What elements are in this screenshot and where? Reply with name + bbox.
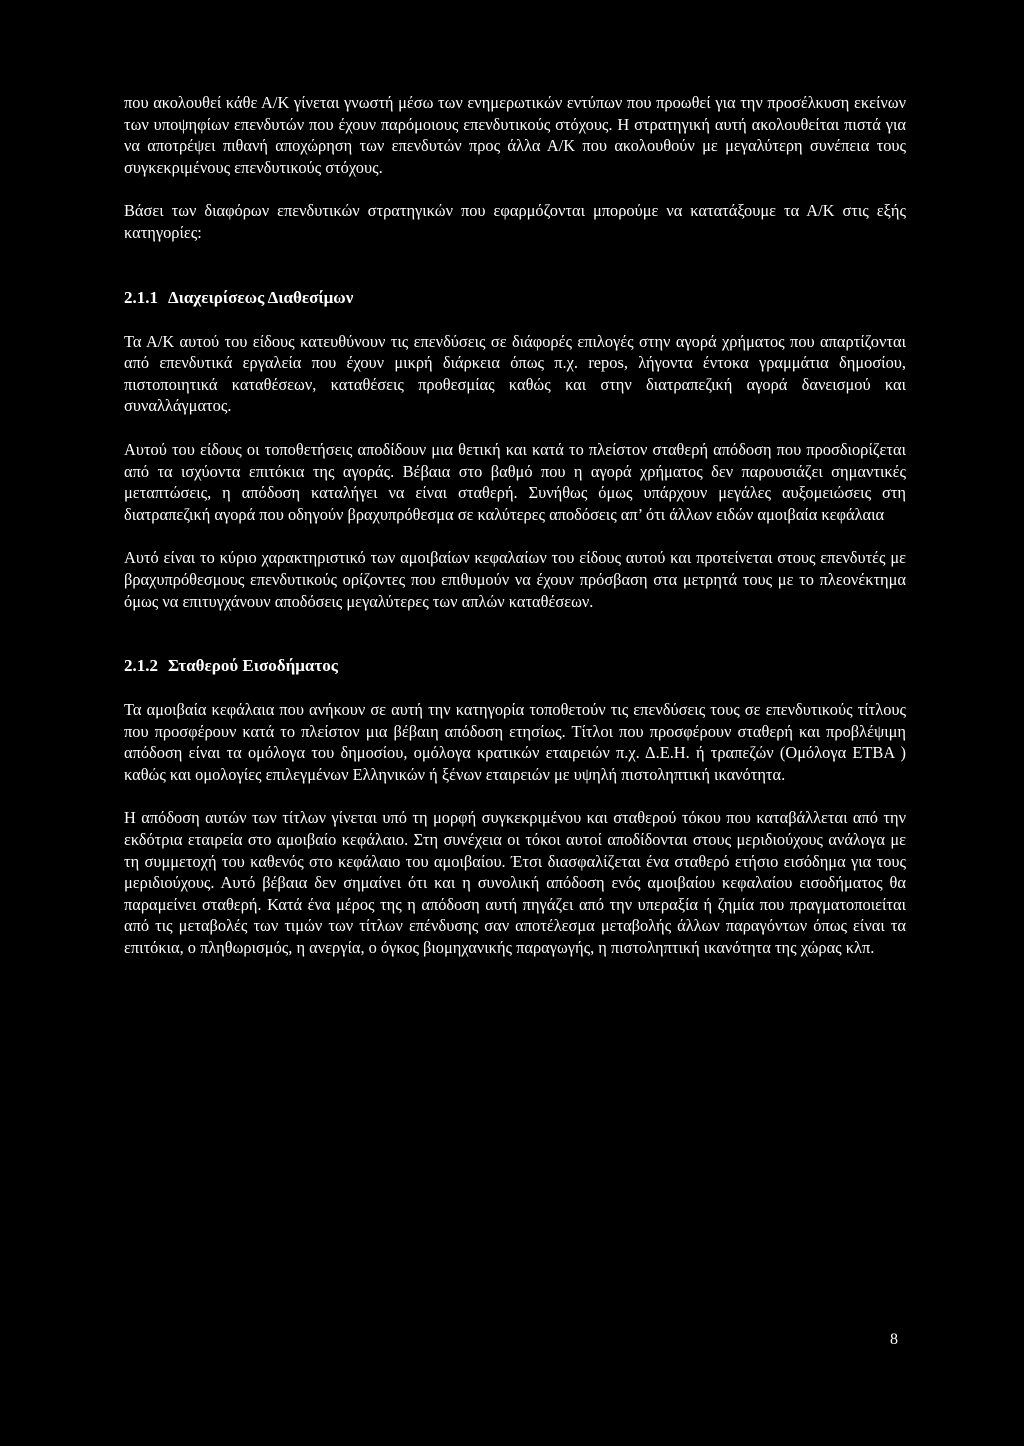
spacer [124,309,906,331]
spacer [124,677,906,699]
document-page [124,92,906,959]
spacer [124,525,906,547]
intro-paragraph: που ακολουθεί κάθε Α/Κ γίνεται γνωστή μέσω των ενημερωτικών εντύπων που προωθεί για την προσέλκυση εκείνων των υποψηφίων επενδυτών που έχουν παρόμοιους επενδυτικούς στόχους. Η στρατηγική αυτή ακολουθείται πιστά για να αποτρέψει πιθανή αποχώρηση των επενδυτών προς άλλα Α/Κ που ακολουθούν με μεγαλύτερη συνέπεια τους συγκεκριμένους επενδυτικούς στόχους. [124,93,906,177]
spacer [124,612,906,655]
section-heading-2-1-2 [124,655,906,677]
spacer [124,785,906,807]
page-number: 8 [890,1331,898,1348]
intro-paragraph: Βάσει των διαφόρων επενδυτικών στρατηγικών που εφαρμόζονται μπορούμε να κατατάξουμε τα Α/Κ στις εξής κατηγορίες: [124,201,906,242]
section-number: 2.1.1 [124,287,158,307]
spacer [124,178,906,200]
spacer [124,417,906,439]
section-title: Διαχειρίσεως Διαθεσίμων [168,287,354,307]
body-paragraph: Αυτό είναι το κύριο χαρακτηριστικό των αμοιβαίων κεφαλαίων του είδους αυτού και προτείνεται στους επενδυτές με βραχυπρόθεσμους επενδυτικούς ορίζοντες που επιθυμούν να έχουν πρόσβαση στα μετρητά τους με το πλεονέκτημα όμως να επιτυγχάνουν αποδόσεις μεγαλύτερες των απλών καταθέσεων. [124,548,906,611]
spacer [124,244,906,287]
body-paragraph: Αυτού του είδους οι τοποθετήσεις αποδίδουν μια θετική και κατά το πλείστον σταθερή απόδοση που προσδιορίζεται από τα ισχύοντα επιτόκια της αγοράς. Βέβαια στο βαθμό που η αγορά χρήματος δεν παρουσιάζει σημαντικές μεταπτώσεις, η απόδοση καταλήγει να είναι σταθερή. Συνήθως όμως υπάρχουν μεγάλες αυξομειώσεις στη διατραπεζική αγορά που οδηγούν βραχυπρόθεσμα σε καλύτερες αποδόσεις απ’ ότι άλλων ειδών αμοιβαία κεφάλαια [124,439,906,524]
body-paragraph: Τα αμοιβαία κεφάλαια που ανήκουν σε αυτή την κατηγορία τοποθετούν τις επενδύσεις τους σε επενδυτικούς τίτλους που προσφέρουν κατά το πλείστον μια βέβαιη απόδοση ετησίως. Τίτλοι που προσφέρουν σταθερή και προβλέψιμη απόδοση είναι τα ομόλογα του δημοσίου, ομόλογα κρατικών εταιρειών π.χ. Δ.Ε.Η. ή τραπεζών (Ομόλογα ΕΤΒΑ ) καθώς και ομολογίες επιλεγμένων Ελληνικών ή ξένων εταιρειών με υψηλή πιστοληπτική ικανότητα. [124,700,906,784]
section-title: Σταθερού Εισοδήματος [168,656,338,676]
section-number: 2.1.2 [124,656,158,676]
body-paragraph: Η απόδοση αυτών των τίτλων γίνεται υπό τη μορφή συγκεκριμένου και σταθερού τόκου που καταβάλλεται από την εκδότρια εταιρεία στο αμοιβαίο κεφάλαιο. Στη συνέχεια οι τόκοι αυτοί αποδίδονται στους μεριδιούχους ανάλογα με τη συμμετοχή του καθενός στο κεφάλαιο του αμοιβαίου. Έτσι διασφαλίζεται ένα σταθερό ετήσιο εισόδημα για τους μεριδιούχους. Αυτό βέβαια δεν σημαίνει ότι και η συνολική απόδοση ενός αμοιβαίου κεφαλαίου εισοδήματος θα παραμείνει σταθερή. Κατά ένα μέρος της η απόδοση αυτή πηγάζει από την υπεραξία ή ζημία που πραγματοποιείται από τις μεταβολές των τιμών των τίτλων επένδυσης σαν αποτέλεσμα μεταβολής άλλων παραγόντων όπως είναι τα επιτόκια, ο πληθωρισμός, η ανεργία, ο όγκος βιομηχανικής παραγωγής, η πιστοληπτική ικανότητα της χώρας κλπ. [124,808,906,958]
section-heading-2-1-1 [124,287,906,309]
body-paragraph: Τα Α/Κ αυτού του είδους κατευθύνουν τις επενδύσεις σε διάφορές επιλογές στην αγορά χρήματος που απαρτίζονται από επενδυτικά εργαλεία που έχουν μικρή διάρκεια όπως π.χ. repos, λήγοντα έντοκα γραμμάτια δημοσίου, πιστοποιητικά καταθέσεων, καταθέσεις προθεσμίας καθώς και στην διατραπεζική αγορά δανεισμού και συναλλάγματος. [124,331,906,416]
